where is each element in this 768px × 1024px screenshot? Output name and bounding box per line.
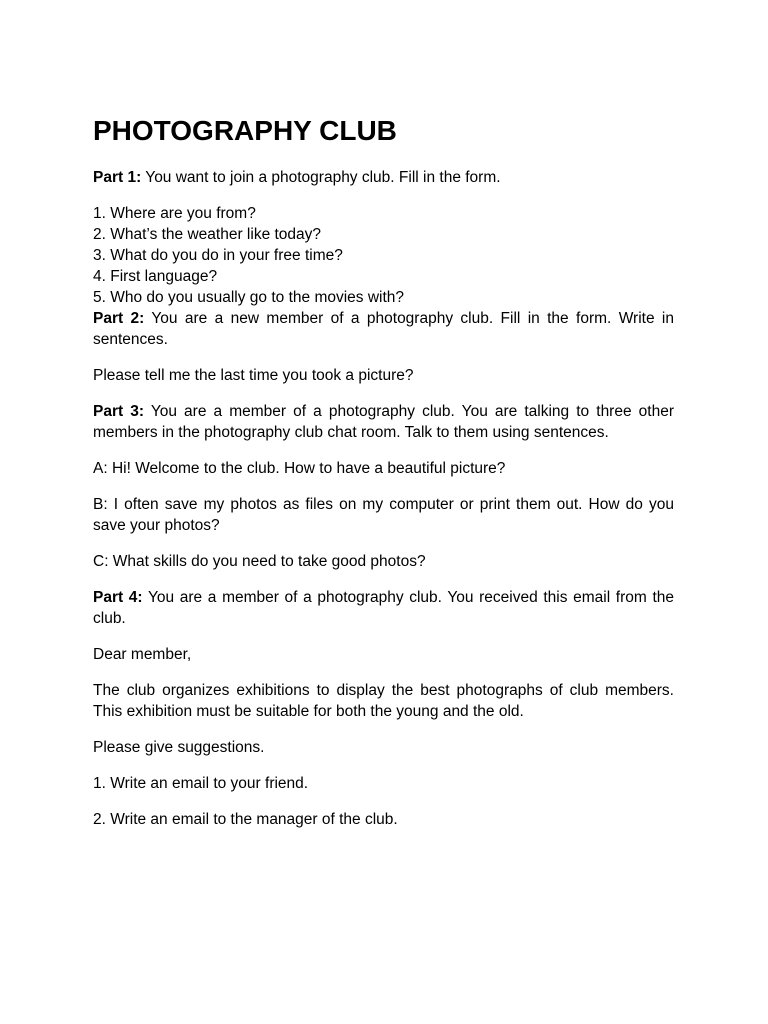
writing-task-2: 2. Write an email to the manager of the club. [93, 811, 398, 828]
part1-text: You want to join a photography club. Fill in the form. [141, 169, 501, 186]
document-page [93, 114, 674, 845]
part2-instruction [93, 308, 674, 350]
part4-label: Part 4: [93, 589, 143, 606]
question-list [93, 203, 674, 308]
question-item: 2. What’s the weather like today? [93, 226, 322, 243]
chat-message-c: C: What skills do you need to take good photos? [93, 553, 426, 570]
part2-text: You are a new member of a photography club. Fill in the form. Write in sentences. [93, 310, 674, 348]
part1-label: Part 1: [93, 169, 142, 186]
email-salutation: Dear member, [93, 646, 192, 663]
part2-prompt: Please tell me the last time you took a picture? [93, 367, 414, 384]
part4-text: You are a member of a photography club. You received this email from the club. [93, 589, 674, 627]
question-item: 4. First language? [93, 268, 218, 285]
part3-label: Part 3: [93, 403, 145, 420]
part1-instruction [93, 167, 674, 188]
chat-message-a: A: Hi! Welcome to the club. How to have a beautiful picture? [93, 460, 506, 477]
part3-instruction [93, 401, 674, 443]
part3-text: You are a member of a photography club. You are talking to three other members in the photography club chat room. Talk to them using sentences. [93, 403, 674, 441]
document-title: PHOTOGRAPHY CLUB [93, 115, 397, 146]
question-item: 3. What do you do in your free time? [93, 247, 343, 264]
chat-message-b: B: I often save my photos as files on my computer or print them out. How do you save your photos? [93, 496, 674, 534]
part2-label: Part 2: [93, 310, 145, 327]
email-request: Please give suggestions. [93, 739, 265, 756]
part4-instruction [93, 587, 674, 629]
email-body: The club organizes exhibitions to display the best photographs of club members. This exhibition must be suitable for both the young and the old. [93, 682, 674, 720]
question-item: 5. Who do you usually go to the movies with? [93, 289, 405, 306]
writing-task-1: 1. Write an email to your friend. [93, 775, 309, 792]
question-item: 1. Where are you from? [93, 205, 256, 222]
